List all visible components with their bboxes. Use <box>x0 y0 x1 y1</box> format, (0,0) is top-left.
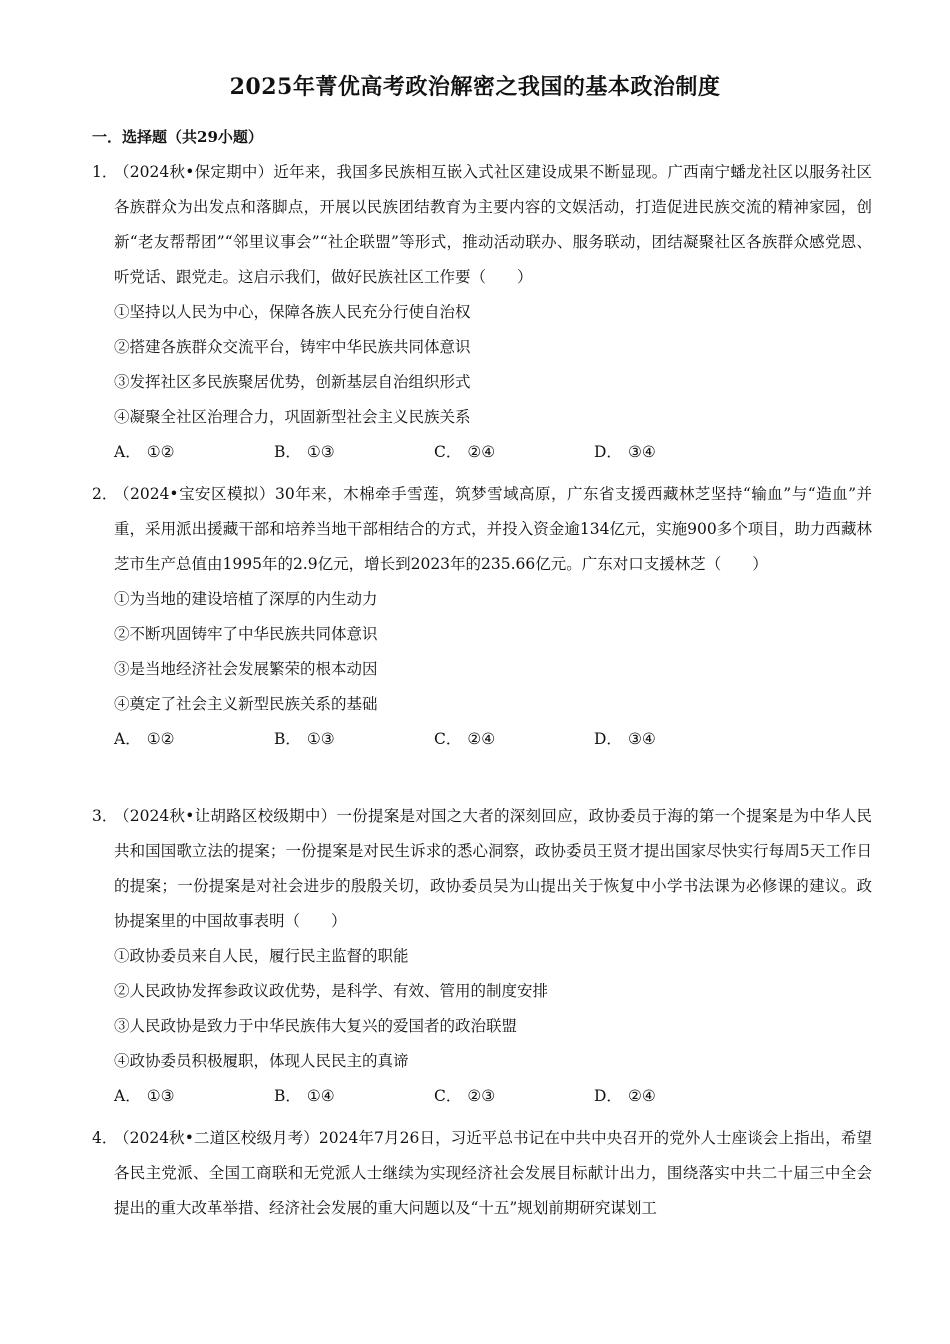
option-statement: ②人民政协发挥参政议政优势，是科学、有效、管用的制度安排 <box>114 982 549 1000</box>
question-3 <box>92 799 872 1114</box>
question-number: 2． <box>92 485 118 503</box>
option-statement: ②不断巩固铸牢了中华民族共同体意识 <box>114 625 378 643</box>
page-title: 2025年菁优高考政治解密之我国的基本政治制度 <box>229 74 721 100</box>
question-stem: （2024秋•二道区校级月考）2024年7月26日，习近平总书记在中共中央召开的党外人士座谈会上指出，希望各民主党派、全国工商联和无党派人士继续为实现经济社会发展目标献计出力，围绕落实中共二十届三中全会提出的重大改革举措、经济社会发展的重大问题以及“十五”规划前期研究谋划工 <box>114 1129 872 1217</box>
question-number: 4． <box>92 1129 118 1147</box>
choice-c[interactable]: C． ②④ <box>434 730 496 748</box>
choice-d[interactable]: D． ③④ <box>594 730 656 748</box>
question-4 <box>92 1121 872 1226</box>
option-statement: ①坚持以人民为中心，保障各族人民充分行使自治权 <box>114 303 471 321</box>
answer-choices <box>92 1079 872 1114</box>
choice-d[interactable]: D． ②④ <box>594 1087 656 1105</box>
question-stem: （2024•宝安区模拟）30年来，木棉牵手雪莲，筑梦雪域高原，广东省支援西藏林芝坚持“输血”与“造血”并重，采用派出援藏干部和培养当地干部相结合的方式，并投入资金逾134亿元，实施900多个项目，助力西藏林芝市生产总值由1995年的2.9亿元，增长到2023年的235.66亿元。广东对口支援林芝（ ） <box>114 485 872 573</box>
answer-choices <box>92 722 872 757</box>
question-stem: （2024秋•保定期中）近年来，我国多民族相互嵌入式社区建设成果不断显现。广西南宁蟠龙社区以服务社区各族群众为出发点和落脚点，开展以民族团结教育为主要内容的文娱活动，打造促进民族交流的精神家园，创新“老友帮帮团”“邻里议事会”“社企联盟”等形式，推动活动联办、服务联动，团结凝聚社区各族群众感党恩、听党话、跟党走。这启示我们，做好民族社区工作要（ ） <box>114 163 872 286</box>
choice-b[interactable]: B． ①④ <box>274 1087 335 1105</box>
question-number: 3． <box>92 807 118 825</box>
section-heading: 一．选择题（共29小题） <box>92 128 263 146</box>
option-statement: ③是当地经济社会发展繁荣的根本动因 <box>114 660 378 678</box>
choice-c[interactable]: C． ②④ <box>434 443 496 461</box>
question-number: 1． <box>92 163 118 181</box>
option-statement: ②搭建各族群众交流平台，铸牢中华民族共同体意识 <box>114 338 471 356</box>
option-statement: ①政协委员来自人民，履行民主监督的职能 <box>114 947 409 965</box>
option-statement: ③发挥社区多民族聚居优势，创新基层自治组织形式 <box>114 373 471 391</box>
question-2 <box>92 477 872 757</box>
choice-b[interactable]: B． ①③ <box>274 730 335 748</box>
option-statement: ④政协委员积极履职，体现人民民主的真谛 <box>114 1052 409 1070</box>
option-statement: ③人民政协是致力于中华民族伟大复兴的爱国者的政治联盟 <box>114 1017 518 1035</box>
choice-b[interactable]: B． ①③ <box>274 443 335 461</box>
choice-a[interactable]: A． ①③ <box>114 1087 175 1105</box>
question-stem: （2024秋•让胡路区校级期中）一份提案是对国之大者的深刻回应，政协委员于海的第一个提案是为中华人民共和国国歌立法的提案；一份提案是对民生诉求的悉心洞察，政协委员王贤才提出国家尽快实行每周5天工作日的提案；一份提案是对社会进步的殷殷关切，政协委员吴为山提出关于恢复中小学书法课为必修课的建议。政协提案里的中国故事表明（ ） <box>114 807 872 930</box>
option-statement: ①为当地的建设培植了深厚的内生动力 <box>114 590 378 608</box>
choice-a[interactable]: A． ①② <box>114 443 175 461</box>
option-statement: ④奠定了社会主义新型民族关系的基础 <box>114 695 378 713</box>
question-1 <box>92 155 872 470</box>
answer-choices <box>92 435 872 470</box>
choice-d[interactable]: D． ③④ <box>594 443 656 461</box>
option-statement: ④凝聚全社区治理合力，巩固新型社会主义民族关系 <box>114 408 471 426</box>
choice-a[interactable]: A． ①② <box>114 730 175 748</box>
choice-c[interactable]: C． ②③ <box>434 1087 496 1105</box>
